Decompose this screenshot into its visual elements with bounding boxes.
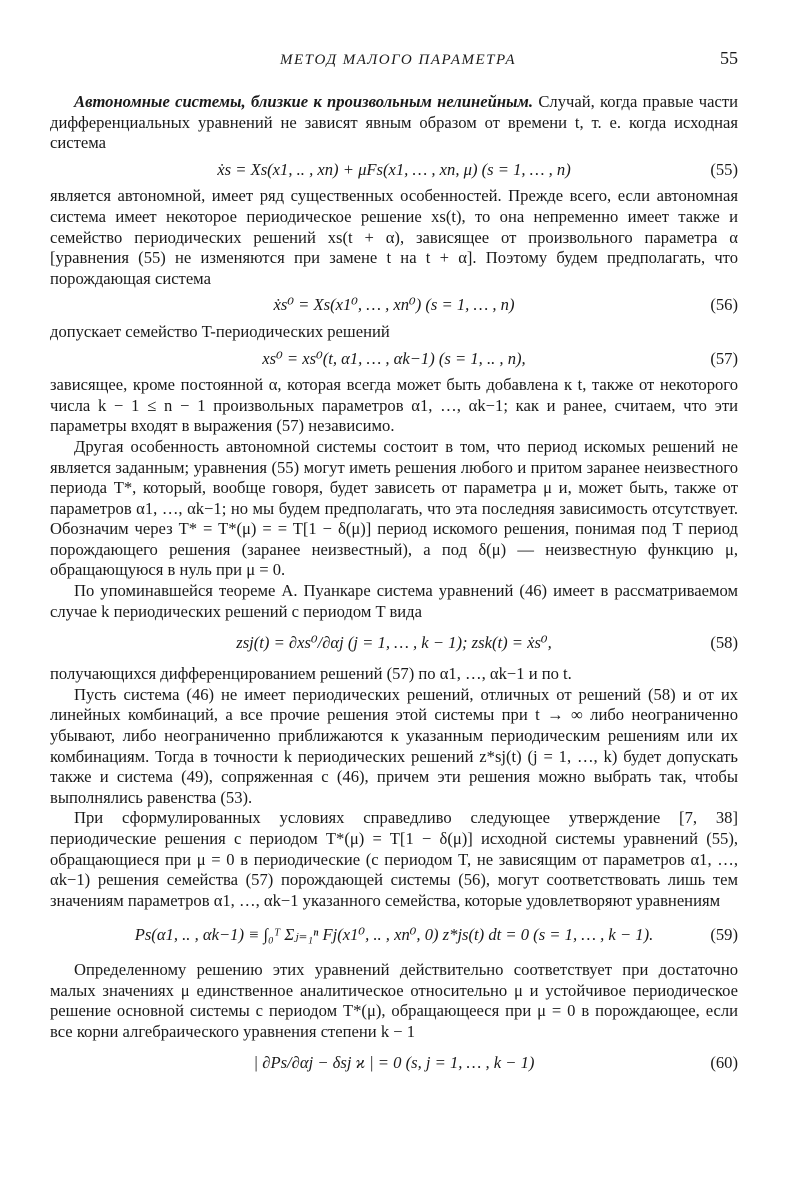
equation-number: (57) — [710, 348, 738, 368]
equation-58 — [50, 632, 738, 654]
equation-number: (59) — [710, 925, 738, 945]
paragraph-text: При сформулированных условиях справедливо следующее утверждение [7, 38] периодические решения с периодом T*(μ) = T[1 − δ(μ)] исходной системы уравнений (55), обращающиеся при μ = 0 в периодические (с периодом T, не зависящим от параметров α1, …, αk−1) решения семейства (57) порождающей системы (56), могут соответствовать лишь тем значениям параметров α1, …, αk−1 указанного семейства, которые удовлетворяют уравнениям — [50, 808, 738, 910]
equation-number: (60) — [710, 1053, 738, 1073]
equation-number: (55) — [710, 159, 738, 179]
paragraph-text: Случай, когда правые части дифференциальных уравнений не зависят явным образом от времени t, т. е. когда исходная система — [50, 92, 738, 153]
equation-55 — [50, 160, 738, 181]
page-header — [0, 48, 796, 74]
equation-56 — [50, 295, 738, 316]
equation-expression: ẋs = Xs(x1, .. , xn) + μFs(x1, … , xn, μ) (s = 1, … , n) — [217, 159, 571, 179]
equation-59 — [50, 925, 738, 946]
equation-expression: Ps(α1, .. , αk−1) ≡ ∫₀ᵀ Σⱼ₌₁ⁿ Fj(x1⁰, .. , xn⁰, 0) z*js(t) dt = 0 (s = 1, … , k − 1). — [134, 925, 654, 945]
paragraph-text: зависящее, кроме постоянной α, которая всегда может быть добавлена к t, также от некоторого числа k − 1 ≤ n − 1 произвольных параметров α1, …, αk−1; как и ранее, считаем, что эти параметры входят в выражения (57) независимо. — [50, 375, 738, 436]
section-lead: Автономные системы, близкие к произвольным нелинейным. — [74, 92, 534, 111]
paragraph-autonomous-systems — [50, 92, 738, 154]
paragraph-text: Другая особенность автономной системы состоит в том, что период искомых решений не является заданным; уравнения (55) могут иметь решения любого и притом заранее неизвестного периода T*, который, вообще говоря, будет зависеть от параметра μ и, может быть, также от параметров α1, …, αk−1; но мы будем предполагать, что эта последняя зависимость отсутствует. Обозначим через T* = T*(μ) = = T[1 − δ(μ)] период искомого решения, понимая под T период порождающего решения (заранее неизвестный), а под δ(μ) — неизвестную функцию μ, обращающуюся в нуль при μ = 0. — [50, 436, 738, 580]
equation-expression: | ∂Ps/∂αj − δsj ϰ | = 0 (s, j = 1, … , k − 1) — [253, 1053, 535, 1073]
page-number: 55 — [720, 48, 738, 68]
page-body — [50, 92, 738, 1084]
equation-number: (58) — [710, 633, 738, 653]
paragraph-text: является автономной, имеет ряд существенных особенностей. Прежде всего, если автономная система имеет некоторое периодическое решение xs(t), то она непременно имеет также и семейство периодических решений xs(t + α), зависящее от произвольного параметра α [уравнения (55) не изменяются при замене t на t + α]. Поэтому будем предполагать, что порождающая система — [50, 186, 738, 288]
paragraph-text: Пусть система (46) не имеет периодических решений, отличных от решений (58) и от их линейных комбинаций, а все прочие решения этой системы при t → ∞ либо неограниченно убывают, либо неограниченно приближаются к указанным периодическим решениям или их комбинациям. Тогда в точности k периодических решений z*sj(t) (j = 1, …, k) будет допускать также и система (49), сопряженная с (46), причем эти решения можно выбрать так, чтобы выполнялись равенства (53). — [50, 684, 738, 807]
running-title: МЕТОД МАЛОГО ПАРАМЕТРА — [279, 52, 517, 68]
equation-expression: xs⁰ = xs⁰(t, α1, … , αk−1) (s = 1, .. , n), — [262, 348, 526, 368]
equation-57 — [50, 349, 738, 370]
equation-number: (56) — [710, 295, 738, 315]
paragraph-text: Определенному решению этих уравнений действительно соответствует при достаточно малых значениях μ единственное аналитическое относительно μ и устойчивое периодическое решение основной системы с периодом T*(μ), обращающееся при μ = 0 в порождающее, если все корни алгебраического уравнения степени k − 1 — [50, 959, 738, 1041]
paragraph-text: По упоминавшейся теореме А. Пуанкаре система уравнений (46) имеет в рассматриваемом случае k периодических решений с периодом T вида — [50, 581, 738, 621]
equation-expression: zsj(t) = ∂xs⁰/∂αj (j = 1, … , k − 1); zsk(t) = ẋs⁰, — [236, 633, 552, 653]
equation-60 — [50, 1052, 738, 1074]
paragraph-text: получающихся дифференцированием решений (57) по α1, …, αk−1 и по t. — [50, 664, 572, 684]
equation-expression: ẋs⁰ = Xs(x1⁰, … , xn⁰) (s = 1, … , n) — [273, 295, 515, 315]
paragraph-text: допускает семейство T-периодических решений — [50, 321, 390, 341]
